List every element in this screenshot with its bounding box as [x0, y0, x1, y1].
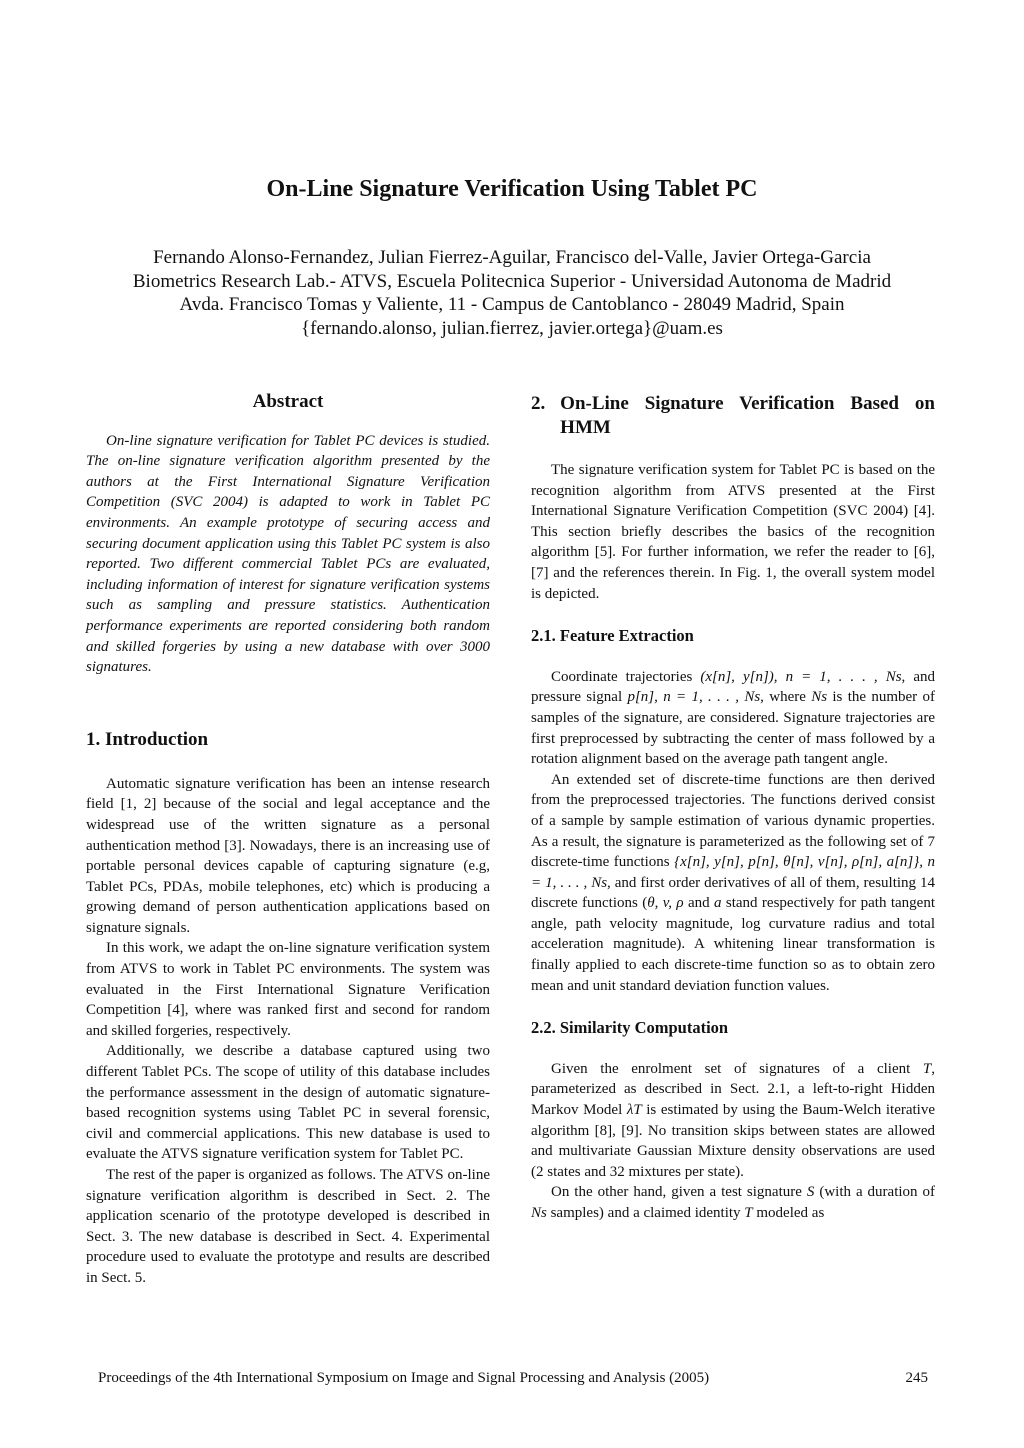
left-column — [86, 392, 490, 1289]
author-address: Avda. Francisco Tomas y Valiente, 11 - Campus de Cantoblanco - 28049 Madrid, Spain — [179, 294, 845, 315]
math-a: a — [714, 895, 722, 912]
section21-paragraph-2: An extended set of discrete-time functions are then derived from the preprocessed trajectories. The functions derived consist of a sample by sample estimation of various dynamic properties. As a result, the signature is parameterized as the following set of 7 discrete-time functions {x[n], y[n], p[n], θ[n], v[n], ρ[n], a[n]}, n = 1, . . . , Ns, and first order derivatives of all of them, resulting 14 discrete functions (θ, v, ρ and a stand respectively for path tangent angle, path velocity magnitude, log curvature radius and total acceleration magnitude). A whitening linear transformation is finally applied to each discrete-time function so as to obtain zero mean and unit standard deviation function values. — [531, 771, 935, 994]
intro-paragraph-4: The rest of the paper is organized as follows. The ATVS on-line signature verification algorithm is described in Sect. 2. The application scenario of the prototype developed is described in Sect. 3. The new database is described in Sect. 4. Experimental procedure used to evaluate the prototype and results are described in Sect. 5. — [86, 1167, 490, 1286]
math-lambda: λT — [626, 1102, 642, 1119]
math-symbols: θ, v, ρ — [647, 895, 684, 912]
section22-paragraph-1: Given the enrolment set of signatures of a client T, parameterized as described in Sect. 2.1, a left-to-right Hidden Markov Model λT is estimated by using the Baum-Welch iterative algorithm [8], [9]. No transition skips between states are allowed and multivariate Gaussian Mixture density observations are used (2 states and 32 mixtures per state). — [531, 1060, 935, 1180]
footer-proceedings: Proceedings of the 4th International Symposium on Image and Signal Processing and Analysis (2005) — [98, 1370, 710, 1386]
math-pressure: p[n], n = 1, . . . , Ns — [627, 689, 761, 706]
math-client: T — [922, 1060, 932, 1077]
abstract-text: On-line signature verification for Tablet PC devices is studied. The on-line signature verification algorithm presented by the authors at the First International Signature Verification Competition (SVC 2004) is adapted to work in Tablet PC environments. An example prototype of securing access and securing document application using this Tablet PC system is also reported. Two different commercial Tablet PCs are evaluated, including information of interest for signature verification systems such as sampling and pressure statistics. Authentication performance experiments are reported considering both random and skilled forgeries by using a new database with over 3000 signatures. — [86, 432, 490, 676]
right-column — [531, 392, 935, 1224]
math-trajectories: (x[n], y[n]), n = 1, . . . , Ns — [700, 668, 902, 685]
section2-title: On-Line Signature Verification Based on HMM — [560, 393, 935, 438]
section21-heading: 2.1. Feature Extraction — [531, 626, 694, 646]
page-number: 245 — [905, 1370, 928, 1386]
intro-paragraph-2: In this work, we adapt the on-line signature verification system from ATVS to work in Tablet PC environments. The system was evaluated in the First International Signature Verification Competition [4], where was ranked first and second for random and skilled forgeries, respectively. — [86, 940, 490, 1039]
author-affiliation: Biometrics Research Lab.- ATVS, Escuela Politecnica Superior - Universidad Autonoma de Madrid — [132, 270, 892, 292]
author-emails: {fernando.alonso, julian.fierrez, javier.ortega}@uam.es — [301, 317, 723, 339]
intro-paragraph-3: Additionally, we describe a database captured using two different Tablet PCs. The scope of utility of this database includes the performance assessment in the design of automatic signature-based recognition systems using Tablet PC in several forensic, civil and commercial applications. This new database is used to evaluate the ATVS signature verification system for Tablet PC. — [86, 1043, 490, 1163]
section21-paragraph-1: Coordinate trajectories (x[n], y[n]), n = 1, . . . , Ns, and pressure signal p[n], n = 1, . . . , Ns, where Ns is the number of samples of the signature, are considered. Signature trajectories are first preprocessed by subtracting the center of mass followed by a rotation alignment based on the average path tangent angle. — [531, 668, 935, 768]
author-block — [0, 246, 1024, 340]
section2-paragraph: The signature verification system for Tablet PC is based on the recognition algorithm from ATVS presented at the First International Signature Verification Competition (SVC 2004) [4]. This section briefly describes the basics of the recognition algorithm [5]. For further information, we refer the reader to [6], [7] and the references therein. In Fig. 1, the overall system model is depicted. — [531, 462, 935, 602]
paper-title: On-Line Signature Verification Using Tablet PC — [266, 176, 758, 202]
section2-heading — [531, 392, 935, 440]
introduction-title: Introduction — [105, 728, 209, 750]
math-ns: Ns — [811, 689, 828, 706]
math-identity: T — [744, 1205, 753, 1221]
math-duration: Ns — [531, 1205, 547, 1221]
section22-heading: 2.2. Similarity Computation — [531, 1018, 729, 1038]
intro-paragraph-1: Automatic signature verification has been an intense research field [1, 2] because of the social and legal acceptance and the widespread use of the written signature as a personal authentication method [3]. Nowadays, there is an increasing use of portable personal devices capable of capturing signature (e.g, Tablet PCs, PDAs, mobile telephones, etc) which is producing a growing demand of person authentication applications based on signature signals. — [86, 775, 490, 936]
math-test-signature: S — [806, 1184, 815, 1201]
abstract-heading: Abstract — [252, 391, 324, 412]
author-names: Fernando Alonso-Fernandez, Julian Fierrez-Aguilar, Francisco del-Valle, Javier Ortega-Garcia — [153, 247, 871, 268]
page-footer — [98, 1370, 928, 1387]
introduction-number: 1. — [86, 728, 101, 750]
section2-number: 2. — [531, 393, 546, 414]
math-function-set: {x[n], y[n], p[n], θ[n], v[n], ρ[n], a[n]}, n = 1, . . . , Ns — [531, 854, 935, 891]
introduction-heading — [86, 728, 490, 752]
section22-paragraph-2: On the other hand, given a test signature S (with a duration of Ns samples) and a claimed identity T modeled as — [531, 1184, 935, 1221]
